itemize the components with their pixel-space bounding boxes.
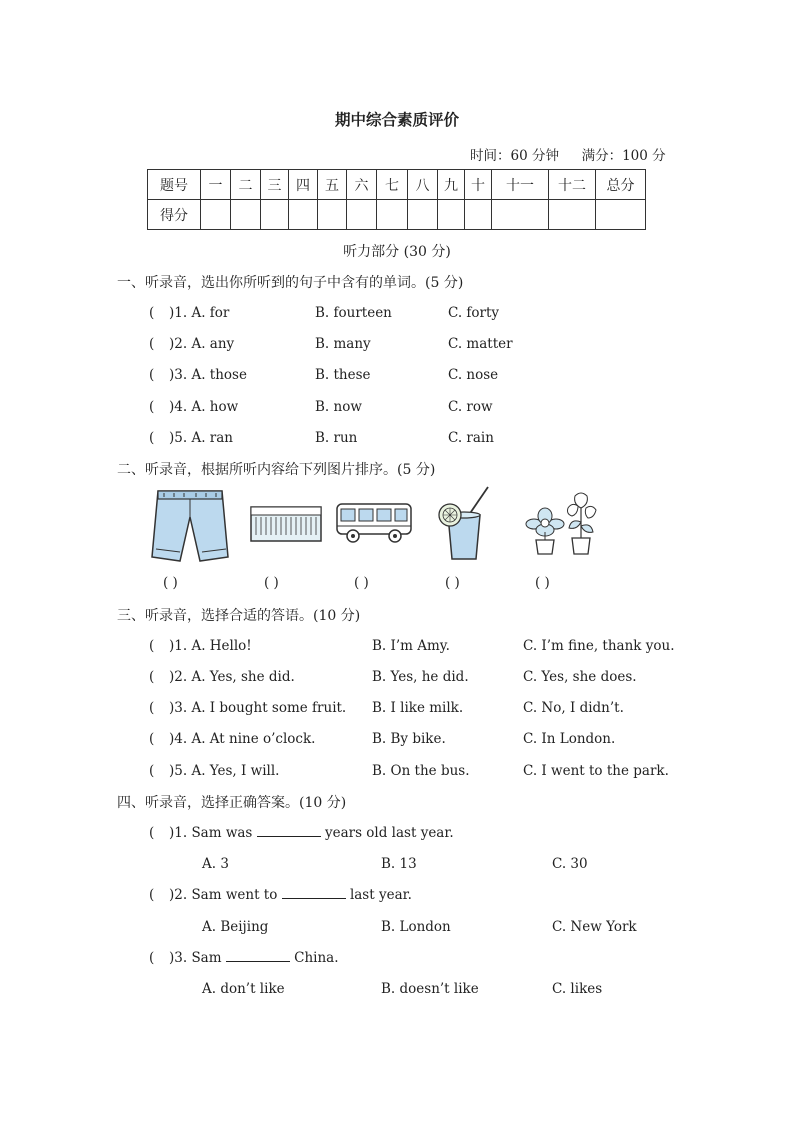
section3-title: 三、听录音，选择合适的答语。(10 分) (117, 608, 361, 624)
table-cell: 十一 (492, 170, 549, 200)
picture-answer-1[interactable]: ( ) (163, 575, 178, 591)
s4-q3 (149, 950, 339, 966)
fill-blank[interactable] (282, 887, 346, 899)
s3-q2-c: C. Yes, she does. (523, 669, 637, 685)
page-title: 期中综合素质评价 (334, 110, 459, 129)
s1-q2-b: B. many (315, 336, 371, 352)
s4-q2 (149, 887, 412, 903)
fill-blank[interactable] (257, 825, 321, 837)
s3-q3 (149, 700, 346, 716)
question-text: last year. (349, 887, 412, 903)
section4-title: 四、听录音，选择正确答案。(10 分) (117, 795, 347, 811)
s3-q2-b: B. Yes, he did. (372, 669, 469, 685)
question-text: )1. A. Hello! (169, 638, 252, 654)
score-table (147, 169, 646, 230)
s1-q2 (149, 336, 234, 352)
ruler-icon (250, 505, 322, 545)
score-cell[interactable] (377, 200, 408, 230)
s3-q4-c: C. In London. (523, 731, 616, 747)
table-cell: 八 (408, 170, 438, 200)
s4-q2-c: C. New York (552, 919, 637, 935)
s1-q5-b: B. run (315, 430, 358, 446)
table-cell: 总分 (596, 170, 646, 200)
table-cell: 二 (231, 170, 261, 200)
question-text: )1. A. for (169, 305, 230, 321)
s1-q1 (149, 305, 229, 321)
answer-blank[interactable]: ( (149, 887, 155, 903)
answer-blank[interactable]: ( (149, 669, 155, 685)
answer-blank[interactable]: ( (149, 763, 155, 779)
s1-q5-c: C. rain (448, 430, 494, 446)
score-cell[interactable] (261, 200, 289, 230)
exam-info (470, 144, 666, 164)
s4-q2-a: A. Beijing (202, 919, 269, 935)
shorts-icon (150, 487, 230, 565)
s4-q2-b: B. London (381, 919, 451, 935)
picture-answer-3[interactable]: ( ) (354, 575, 369, 591)
score-cell[interactable] (201, 200, 231, 230)
picture-answer-4[interactable]: ( ) (445, 575, 460, 591)
score-cell[interactable] (347, 200, 377, 230)
question-text: )1. Sam was (169, 825, 253, 841)
s3-q3-b: B. I like milk. (372, 700, 464, 716)
table-cell: 三 (261, 170, 289, 200)
s1-q4-b: B. now (315, 399, 362, 415)
fill-blank[interactable] (226, 950, 290, 962)
table-cell: 题号 (148, 170, 201, 200)
question-text: )5. A. ran (169, 430, 233, 446)
answer-blank[interactable]: ( (149, 950, 155, 966)
s4-q1 (149, 825, 454, 841)
s1-q5 (149, 430, 233, 446)
answer-blank[interactable]: ( (149, 700, 155, 716)
score-cell[interactable] (438, 200, 465, 230)
score-table-score-row (148, 200, 646, 230)
s1-q3-b: B. these (315, 367, 371, 383)
question-text: )3. Sam (169, 950, 222, 966)
s4-q3-a: A. don’t like (202, 981, 285, 997)
table-cell: 一 (201, 170, 231, 200)
score-cell[interactable] (465, 200, 492, 230)
table-cell: 七 (377, 170, 408, 200)
juice-icon (432, 485, 496, 563)
s3-q1-c: C. I’m fine, thank you. (523, 638, 675, 654)
question-text: )4. A. how (169, 399, 239, 415)
s1-q1-c: C. forty (448, 305, 500, 321)
s3-q4 (149, 731, 315, 747)
score-cell[interactable] (318, 200, 347, 230)
question-text: )3. A. I bought some fruit. (169, 700, 347, 716)
score-cell[interactable] (408, 200, 438, 230)
time-label: 时间：60 分钟 (470, 148, 559, 164)
s3-q4-b: B. By bike. (372, 731, 446, 747)
answer-blank[interactable]: ( (149, 731, 155, 747)
s1-q3 (149, 367, 247, 383)
listening-header: 听力部分 (30 分) (343, 244, 451, 260)
section2-title: 二、听录音，根据所听内容给下列图片排序。(5 分) (117, 462, 436, 478)
s1-q2-c: C. matter (448, 336, 513, 352)
picture-answer-2[interactable]: ( ) (264, 575, 279, 591)
question-text: )3. A. those (169, 367, 247, 383)
s3-q1 (149, 638, 252, 654)
question-text: )5. A. Yes, I will. (169, 763, 280, 779)
s4-q3-c: C. likes (552, 981, 603, 997)
s1-q4 (149, 399, 238, 415)
answer-blank[interactable]: ( (149, 638, 155, 654)
score-cell[interactable] (596, 200, 646, 230)
answer-blank[interactable]: ( (149, 305, 155, 321)
answer-blank[interactable]: ( (149, 336, 155, 352)
score-cell[interactable] (549, 200, 596, 230)
s4-q3-b: B. doesn’t like (381, 981, 479, 997)
s4-q1-a: A. 3 (202, 856, 229, 872)
picture-answer-5[interactable]: ( ) (535, 575, 550, 591)
s3-q5-c: C. I went to the park. (523, 763, 669, 779)
score-cell[interactable] (289, 200, 318, 230)
s1-q3-c: C. nose (448, 367, 499, 383)
question-text: )2. Sam went to (169, 887, 278, 903)
score-cell[interactable] (492, 200, 549, 230)
section1-title: 一、听录音，选出你所听到的句子中含有的单词。(5 分) (117, 275, 464, 291)
table-cell: 九 (438, 170, 465, 200)
table-cell: 四 (289, 170, 318, 200)
s3-q1-b: B. I’m Amy. (372, 638, 450, 654)
s3-q5-b: B. On the bus. (372, 763, 470, 779)
answer-blank[interactable]: ( (149, 399, 155, 415)
s3-q2 (149, 669, 295, 685)
question-text: )2. A. Yes, she did. (169, 669, 295, 685)
s4-q1-c: C. 30 (552, 856, 588, 872)
score-label: 满分：100 分 (581, 148, 666, 164)
score-cell[interactable] (231, 200, 261, 230)
answer-blank[interactable]: ( (149, 825, 155, 841)
table-cell: 十二 (549, 170, 596, 200)
table-cell: 得分 (148, 200, 201, 230)
table-cell: 五 (318, 170, 347, 200)
table-cell: 六 (347, 170, 377, 200)
flowers-icon (520, 492, 602, 556)
question-text: )2. A. any (169, 336, 235, 352)
s1-q4-c: C. row (448, 399, 493, 415)
answer-blank[interactable]: ( (149, 430, 155, 446)
s3-q5 (149, 763, 279, 779)
table-cell: 十 (465, 170, 492, 200)
bus-icon (335, 500, 415, 546)
question-text: )4. A. At nine o’clock. (169, 731, 316, 747)
answer-blank[interactable]: ( (149, 367, 155, 383)
s4-q1-b: B. 13 (381, 856, 417, 872)
question-text: years old last year. (324, 825, 454, 841)
s3-q3-c: C. No, I didn’t. (523, 700, 624, 716)
question-text: China. (294, 950, 339, 966)
score-table-header-row (148, 170, 646, 200)
s1-q1-b: B. fourteen (315, 305, 392, 321)
